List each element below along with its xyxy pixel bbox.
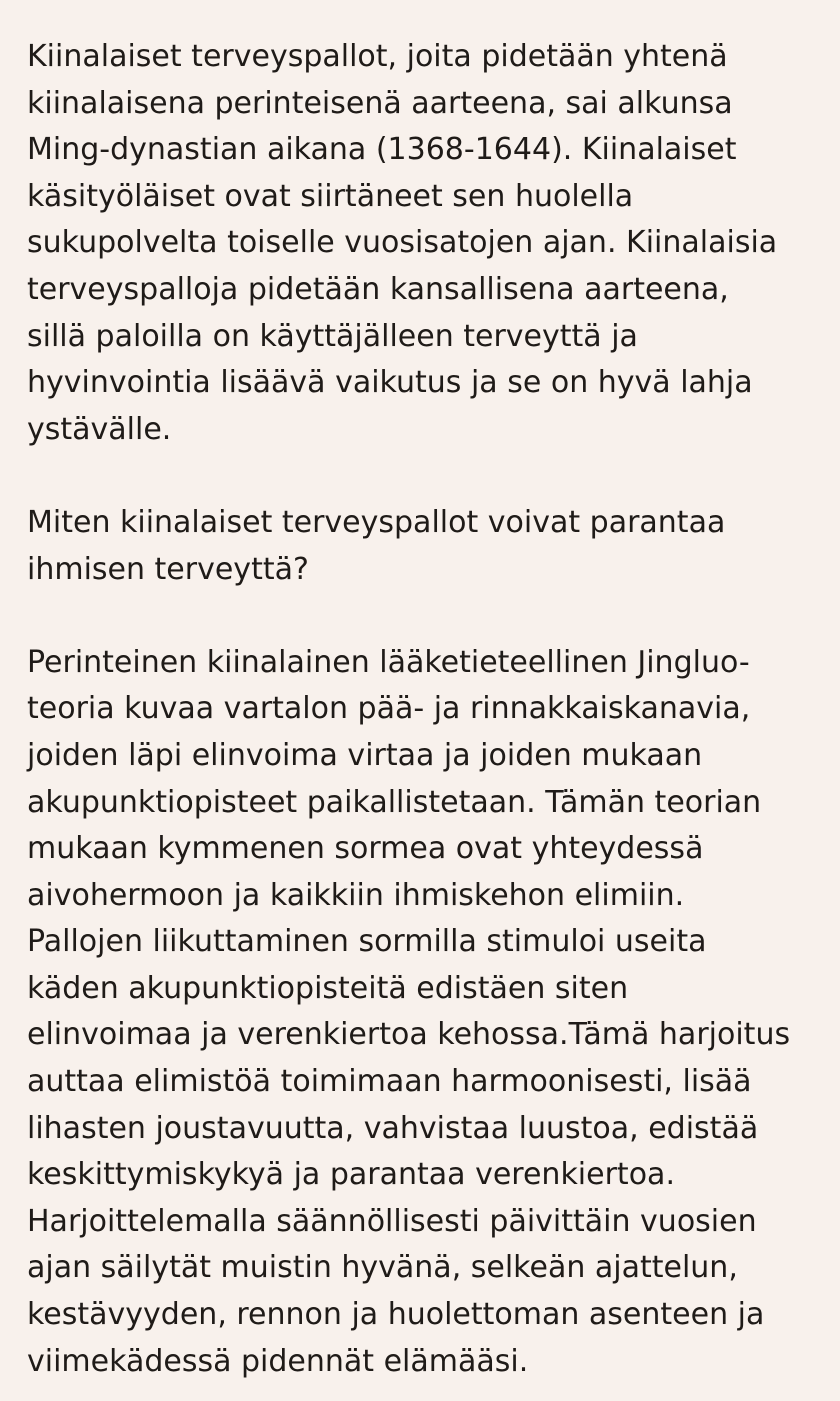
text-line: keskittymiskykyä ja parantaa verenkiertoa.	[27, 1157, 675, 1193]
article-text	[27, 34, 827, 1385]
text-line: ajan säilytät muistin hyvänä, selkeän ajattelun,	[27, 1250, 738, 1286]
text-line: sillä paloilla on käyttäjälleen terveyttä ja	[27, 318, 638, 354]
paragraph-spacer	[27, 593, 827, 640]
text-line: elinvoimaa ja verenkiertoa kehossa.Tämä harjoitus	[27, 1017, 791, 1053]
text-line: hyvinvointia lisäävä vaikutus ja se on hyvä lahja	[27, 365, 753, 401]
text-line: sukupolvelta toiselle vuosisatojen ajan. Kiinalaisia	[27, 225, 778, 261]
text-line: mukaan kymmenen sormea ovat yhteydessä	[27, 831, 704, 867]
text-line: terveyspalloja pidetään kansallisena aarteena,	[27, 271, 729, 307]
text-line: Harjoittelemalla säännöllisesti päivittäin vuosien	[27, 1203, 757, 1239]
text-line: lihasten joustavuutta, vahvistaa luustoa, edistää	[27, 1110, 759, 1146]
text-line: Pallojen liikuttaminen sormilla stimuloi useita	[27, 924, 707, 960]
text-line: Perinteinen kiinalainen lääketieteellinen Jingluo-	[27, 644, 750, 680]
paragraph-intro	[27, 34, 827, 453]
text-line: kestävyyden, rennon ja huolettoman asenteen ja	[27, 1297, 765, 1333]
text-line: auttaa elimistöä toimimaan harmoonisesti, lisää	[27, 1064, 752, 1100]
text-line: viimekädessä pidennät elämääsi.	[27, 1343, 529, 1379]
text-line: käsityöläiset ovat siirtäneet sen huolella	[27, 178, 634, 214]
paragraph-spacer	[27, 453, 827, 500]
text-line: Miten kiinalaiset terveyspallot voivat parantaa	[27, 504, 726, 540]
text-line: akupunktiopisteet paikallistetaan. Tämän teorian	[27, 784, 762, 820]
paragraph-explanation	[27, 640, 827, 1386]
text-line: ystävälle.	[27, 411, 172, 447]
text-line: aivohermoon ja kaikkiin ihmiskehon elimiin.	[27, 877, 685, 913]
paragraph-question	[27, 500, 827, 593]
text-line: joiden läpi elinvoima virtaa ja joiden mukaan	[27, 737, 703, 773]
text-line: teoria kuvaa vartalon pää- ja rinnakkaiskanavia,	[27, 691, 751, 727]
text-line: ihmisen terveyttä?	[27, 551, 309, 587]
text-line: kiinalaisena perinteisenä aarteena, sai alkunsa	[27, 85, 733, 121]
text-line: käden akupunktiopisteitä edistäen siten	[27, 970, 629, 1006]
text-line: Ming-dynastian aikana (1368-1644). Kiinalaiset	[27, 132, 737, 168]
text-line: Kiinalaiset terveyspallot, joita pidetään yhtenä	[27, 39, 728, 74]
